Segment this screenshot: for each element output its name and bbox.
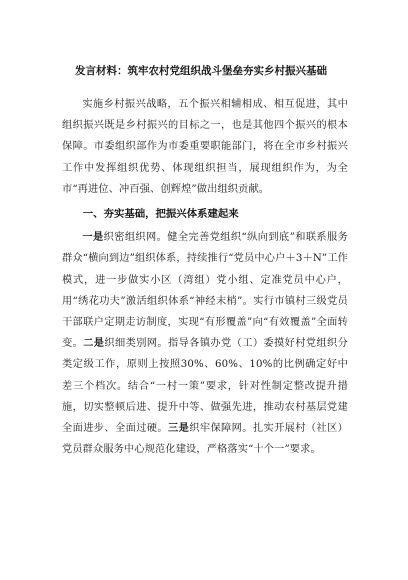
section-heading: 一、夯实基础，把振兴体系建起来: [82, 208, 239, 221]
document-page: [62, 62, 348, 460]
body-text-3: 织牢保障网。扎实开展村（社区）党员群众服务中心规范化建设，严格落实“十个一”要求。: [62, 423, 349, 456]
intro-paragraph: 实施乡村振兴战略，五个振兴相辅相成、相互促进，其中组织振兴既是乡村振兴的目标之一，也是其他四个振兴的根本保障。市委组织部作为市委重要职能部门，将在全市乡村振兴工作中发挥组织优势、体现组织担当，展现组织作为，为全市“再进位、冲百强、创辉煌”做出组织贡献。: [62, 99, 348, 195]
lead-phrase-2: 二是: [83, 338, 105, 350]
body-text-1: 织密组织网。健全完善党组织“纵向到底”和联系服务群众“横向到边”组织体系，持续推行“党员中心户＋3＋N”工作模式，进一步做实小区（湾组）党小组、定准党员中心户，用“绣花功夫”激活组织体系“神经末梢”。实行市镇村三级党员干部联户定期走访制度，实现“有形覆盖”向“有效覆盖”全面转变。: [62, 232, 348, 350]
body-text-2: 织细类别网。指导各镇办党（工）委摸好村党组织分类定级工作，原则上按照30%、60%、10%的比例确定好中差三个档次。结合“一村一策”要求，针对性制定整改提升措施，切实整顿后进、提升中等、做强先进，推动农村基层党建全面进步、全面过硬。: [62, 338, 348, 435]
body-paragraph: [62, 227, 348, 460]
lead-phrase-1: 一是: [82, 232, 104, 244]
lead-phrase-3: 三是: [168, 423, 190, 435]
document-title: 发言材料：筑牢农村党组织战斗堡垒夯实乡村振兴基础: [75, 65, 327, 77]
